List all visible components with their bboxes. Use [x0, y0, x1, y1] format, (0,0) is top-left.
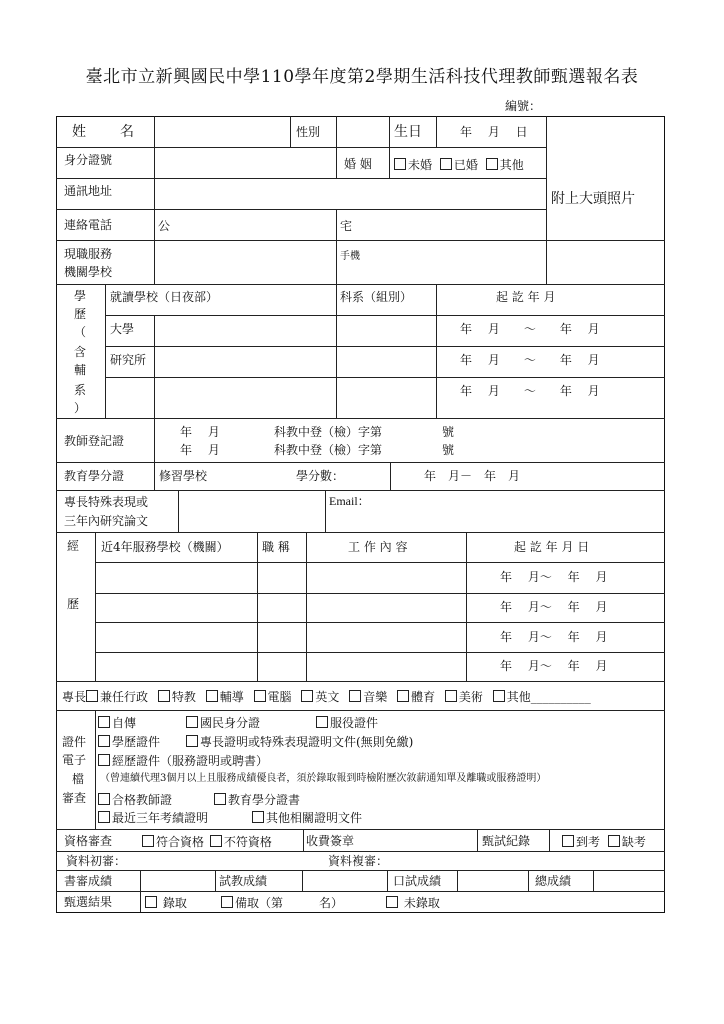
total-score-label: 總成績 [535, 874, 572, 888]
education-side-char: 輔 [73, 363, 86, 377]
doc-education-cert: 學歷證件 [98, 735, 160, 748]
documents-side-label: 檔 [72, 772, 85, 786]
doc-evaluation-checkbox[interactable] [98, 811, 110, 823]
skill-admin-checkbox[interactable] [86, 690, 98, 702]
skill-other-checkbox[interactable] [493, 690, 505, 702]
doc-experience-cert-checkbox[interactable] [98, 754, 110, 766]
teach-score-label: 試教成績 [219, 874, 268, 888]
result-reject: 未錄取 [386, 896, 440, 909]
education-row-label: 大學 [110, 322, 135, 336]
result-accept: 錄取 [145, 896, 187, 909]
doc-experience-cert: 經歷證件（服務證明或聘書） [98, 754, 268, 767]
doc-evaluation: 最近三年考績證明 [98, 811, 208, 824]
doc-credit-cert-checkbox[interactable] [214, 793, 226, 805]
photo-label: 附上大頭照片 [551, 191, 635, 207]
doc-teacher-cert: 合格教師證 [98, 793, 172, 806]
education-side-char: 系 [73, 383, 86, 397]
name-label: 姓 名 [72, 124, 136, 140]
experience-side-char: 經 [66, 539, 79, 553]
result-backup: 備取（第 名） [221, 896, 343, 909]
skill-counseling-checkbox[interactable] [206, 690, 218, 702]
education-dept-header: 科系（組別） [340, 290, 413, 304]
education-side-char: 學 [73, 289, 86, 303]
phone-label: 連絡電話 [64, 218, 113, 232]
education-school-header: 就讀學校（日夜部） [110, 290, 219, 304]
employer-label-2: 機關學校 [64, 265, 113, 279]
skill-pe-checkbox[interactable] [397, 690, 409, 702]
qualified-checkbox[interactable] [142, 835, 154, 847]
fee-signature-label: 收費簽章 [306, 834, 355, 848]
result-accept-checkbox[interactable] [145, 896, 157, 908]
registration-date-2: 年 月 [180, 443, 220, 457]
doc-military: 服役證件 [316, 716, 378, 729]
serial-number-label: 編號： [505, 99, 542, 113]
education-side-char: 歷 [73, 307, 86, 321]
mobile-label: 手機 [340, 251, 360, 262]
form-title: 臺北市立新興國民中學110學年度第2學期生活科技代理教師甄選報名表 [85, 67, 639, 87]
doc-score-label: 書審成績 [64, 874, 113, 888]
qualification-review-label: 資格審查 [64, 834, 113, 848]
marriage-label: 婚 姻 [344, 157, 372, 171]
skills-label: 專長 [62, 690, 87, 704]
first-review-label: 資料初審： [66, 854, 127, 868]
doc-credit-cert: 教育學分證書 [214, 793, 300, 806]
id-number-label: 身分證號 [64, 153, 113, 167]
education-row-label: 研究所 [110, 353, 147, 367]
experience-side-char: 歷 [66, 597, 79, 611]
documents-side-label: 審查 [62, 791, 87, 805]
birthday-label: 生日 [394, 124, 422, 140]
skill-english-checkbox[interactable] [301, 690, 313, 702]
skill-music-checkbox[interactable] [349, 690, 361, 702]
gender-label: 性別 [296, 125, 321, 139]
doc-autobiography-checkbox[interactable] [98, 716, 110, 728]
education-period: 年 月 ～ 年 月 [460, 353, 600, 367]
marriage-options: 未婚 已婚 其他 [394, 158, 524, 171]
skill-other-blank[interactable]: __________ [530, 690, 591, 704]
experience-period: 年 月～ 年 月 [500, 600, 608, 614]
specialty-label-1: 專長特殊表現或 [64, 495, 149, 509]
doc-teacher-cert-checkbox[interactable] [98, 793, 110, 805]
experience-period: 年 月～ 年 月 [500, 570, 608, 584]
oral-score-label: 口試成績 [393, 874, 442, 888]
documents-side-label: 證件 [62, 735, 87, 749]
doc-other: 其他相關證明文件 [252, 811, 362, 824]
credits-school-label: 修習學校 [159, 469, 208, 483]
exam-attended-checkbox[interactable] [562, 835, 574, 847]
education-period: 年 月 ～ 年 月 [460, 322, 600, 336]
doc-education-cert-checkbox[interactable] [98, 735, 110, 747]
experience-period-header: 起 訖 年 月 日 [514, 540, 590, 554]
exam-options: 到考 缺考 [562, 835, 646, 848]
marriage-single-checkbox[interactable] [394, 158, 406, 170]
second-review-label: 資料複審： [328, 854, 389, 868]
specialty-label-2: 三年內研究論文 [64, 514, 149, 528]
email-label: Email： [329, 494, 370, 508]
skill-computer-checkbox[interactable] [254, 690, 266, 702]
result-backup-checkbox[interactable] [221, 896, 233, 908]
phone-office-label: 公 [158, 219, 171, 233]
education-period-header: 起 訖 年 月 [496, 290, 556, 304]
doc-specialty-proof: 專長證明或特殊表現證明文件(無則免繳) [186, 735, 413, 748]
exam-absent-checkbox[interactable] [608, 835, 620, 847]
marriage-married-checkbox[interactable] [440, 158, 452, 170]
education-side-char: （ [73, 325, 86, 339]
experience-content-header: 工 作 內 容 [348, 540, 408, 554]
doc-id-card-checkbox[interactable] [186, 716, 198, 728]
experience-period: 年 月～ 年 月 [500, 659, 608, 673]
registration-date-1: 年 月 [180, 425, 220, 439]
exam-record-label: 甄試紀錄 [482, 834, 531, 848]
result-label: 甄選結果 [64, 895, 113, 909]
experience-school-header: 近4年服務學校（機關） [101, 540, 229, 554]
doc-autobiography: 自傳 [98, 716, 136, 729]
doc-id-card: 國民身分證 [186, 716, 260, 729]
result-reject-checkbox[interactable] [386, 896, 398, 908]
skill-art-checkbox[interactable] [445, 690, 457, 702]
education-side-char: ） [73, 401, 86, 415]
documents-side-label: 電子 [62, 753, 87, 767]
skills-row: 專長 兼任行政 特教 輔導 電腦 英文 音樂 體育 美術 其他__________ [62, 690, 591, 704]
marriage-other-checkbox[interactable] [486, 158, 498, 170]
phone-home-label: 宅 [340, 219, 353, 233]
doc-note: （曾連續代理3個月以上且服務成績優良者，須於錄取報到時檢附歷次敘薪通知單及離職或服務證明） [100, 773, 547, 784]
registration-number-2: 科教中登（檢）字第 號 [274, 443, 455, 457]
credits-label: 教育學分證 [64, 469, 125, 483]
address-label: 通訊地址 [64, 184, 113, 198]
skill-special-ed-checkbox[interactable] [158, 690, 170, 702]
experience-period: 年 月～ 年 月 [500, 630, 608, 644]
qualification-options: 符合資格 不符資格 [142, 835, 272, 848]
education-side-char: 含 [73, 345, 86, 359]
employer-label-1: 現職服務 [64, 247, 113, 261]
unqualified-checkbox[interactable] [210, 835, 222, 847]
registration-label: 教師登記證 [64, 434, 125, 448]
doc-specialty-proof-checkbox[interactable] [186, 735, 198, 747]
registration-number-1: 科教中登（檢）字第 號 [274, 425, 455, 439]
credits-count-label: 學分數： [296, 469, 345, 483]
birthday-value: 年 月 日 [460, 125, 528, 139]
doc-military-checkbox[interactable] [316, 716, 328, 728]
credits-period: 年 月－ 年 月 [424, 469, 521, 483]
education-period: 年 月 ～ 年 月 [460, 384, 600, 398]
doc-other-checkbox[interactable] [252, 811, 264, 823]
experience-title-header: 職 稱 [262, 540, 290, 554]
